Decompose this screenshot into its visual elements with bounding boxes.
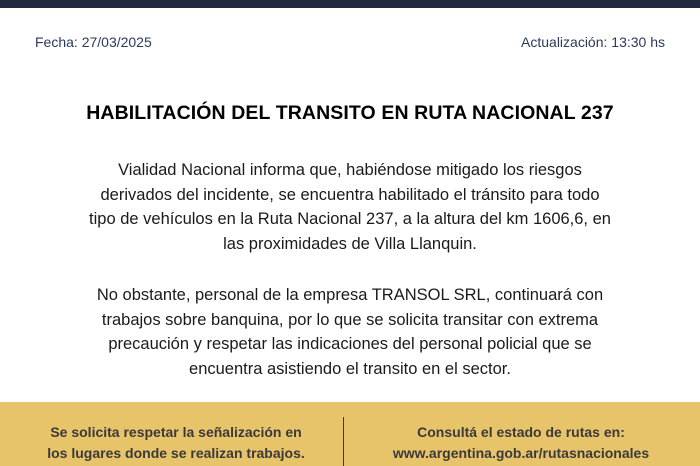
footer-divider bbox=[343, 417, 344, 466]
update-time-label: Actualización: 13:30 hs bbox=[521, 34, 665, 50]
paragraph-2-line: precaución y respetar las indicaciones del personal policial que se bbox=[108, 335, 592, 353]
paragraph-1-line: las proximidades de Villa Llanquin. bbox=[223, 234, 477, 253]
paragraph-1-line: derivados del incidente, se encuentra habilitado el tránsito para todo bbox=[100, 185, 600, 204]
paragraph-2-line: No obstante, personal de la empresa TRANSOL SRL, continuará con bbox=[96, 286, 604, 304]
paragraph-1-line: tipo de vehículos en la Ruta Nacional 237, a la altura del km 1606,6, en bbox=[89, 210, 611, 228]
footer-route-status-info bbox=[352, 422, 690, 464]
paragraph-2-line: trabajos sobre banquina, por lo que se solicita transitar con extrema bbox=[101, 310, 599, 329]
date-label: Fecha: 27/03/2025 bbox=[35, 34, 152, 50]
footer-banner bbox=[0, 402, 700, 466]
paragraph-1-line: Vialidad Nacional informa que, habiéndose mitigado los riesgos bbox=[118, 161, 582, 179]
paragraph-1 bbox=[40, 158, 660, 256]
footer-left-line: los lugares donde se realizan trabajos. bbox=[47, 445, 305, 461]
footer-routes-url: www.argentina.gob.ar/rutasnacionales bbox=[392, 445, 650, 461]
footer-right-line: Consultá el estado de rutas en: bbox=[417, 424, 625, 440]
announcement-title: HABILITACIÓN DEL TRANSITO EN RUTA NACIONAL 237 bbox=[86, 102, 614, 124]
footer-signage-notice bbox=[10, 422, 342, 464]
top-bar bbox=[0, 0, 700, 8]
paragraph-2-line: encuentra asistiendo el transito en el sector. bbox=[189, 359, 511, 378]
footer-left-line: Se solicita respetar la señalización en bbox=[50, 424, 302, 440]
paragraph-2 bbox=[40, 283, 660, 381]
